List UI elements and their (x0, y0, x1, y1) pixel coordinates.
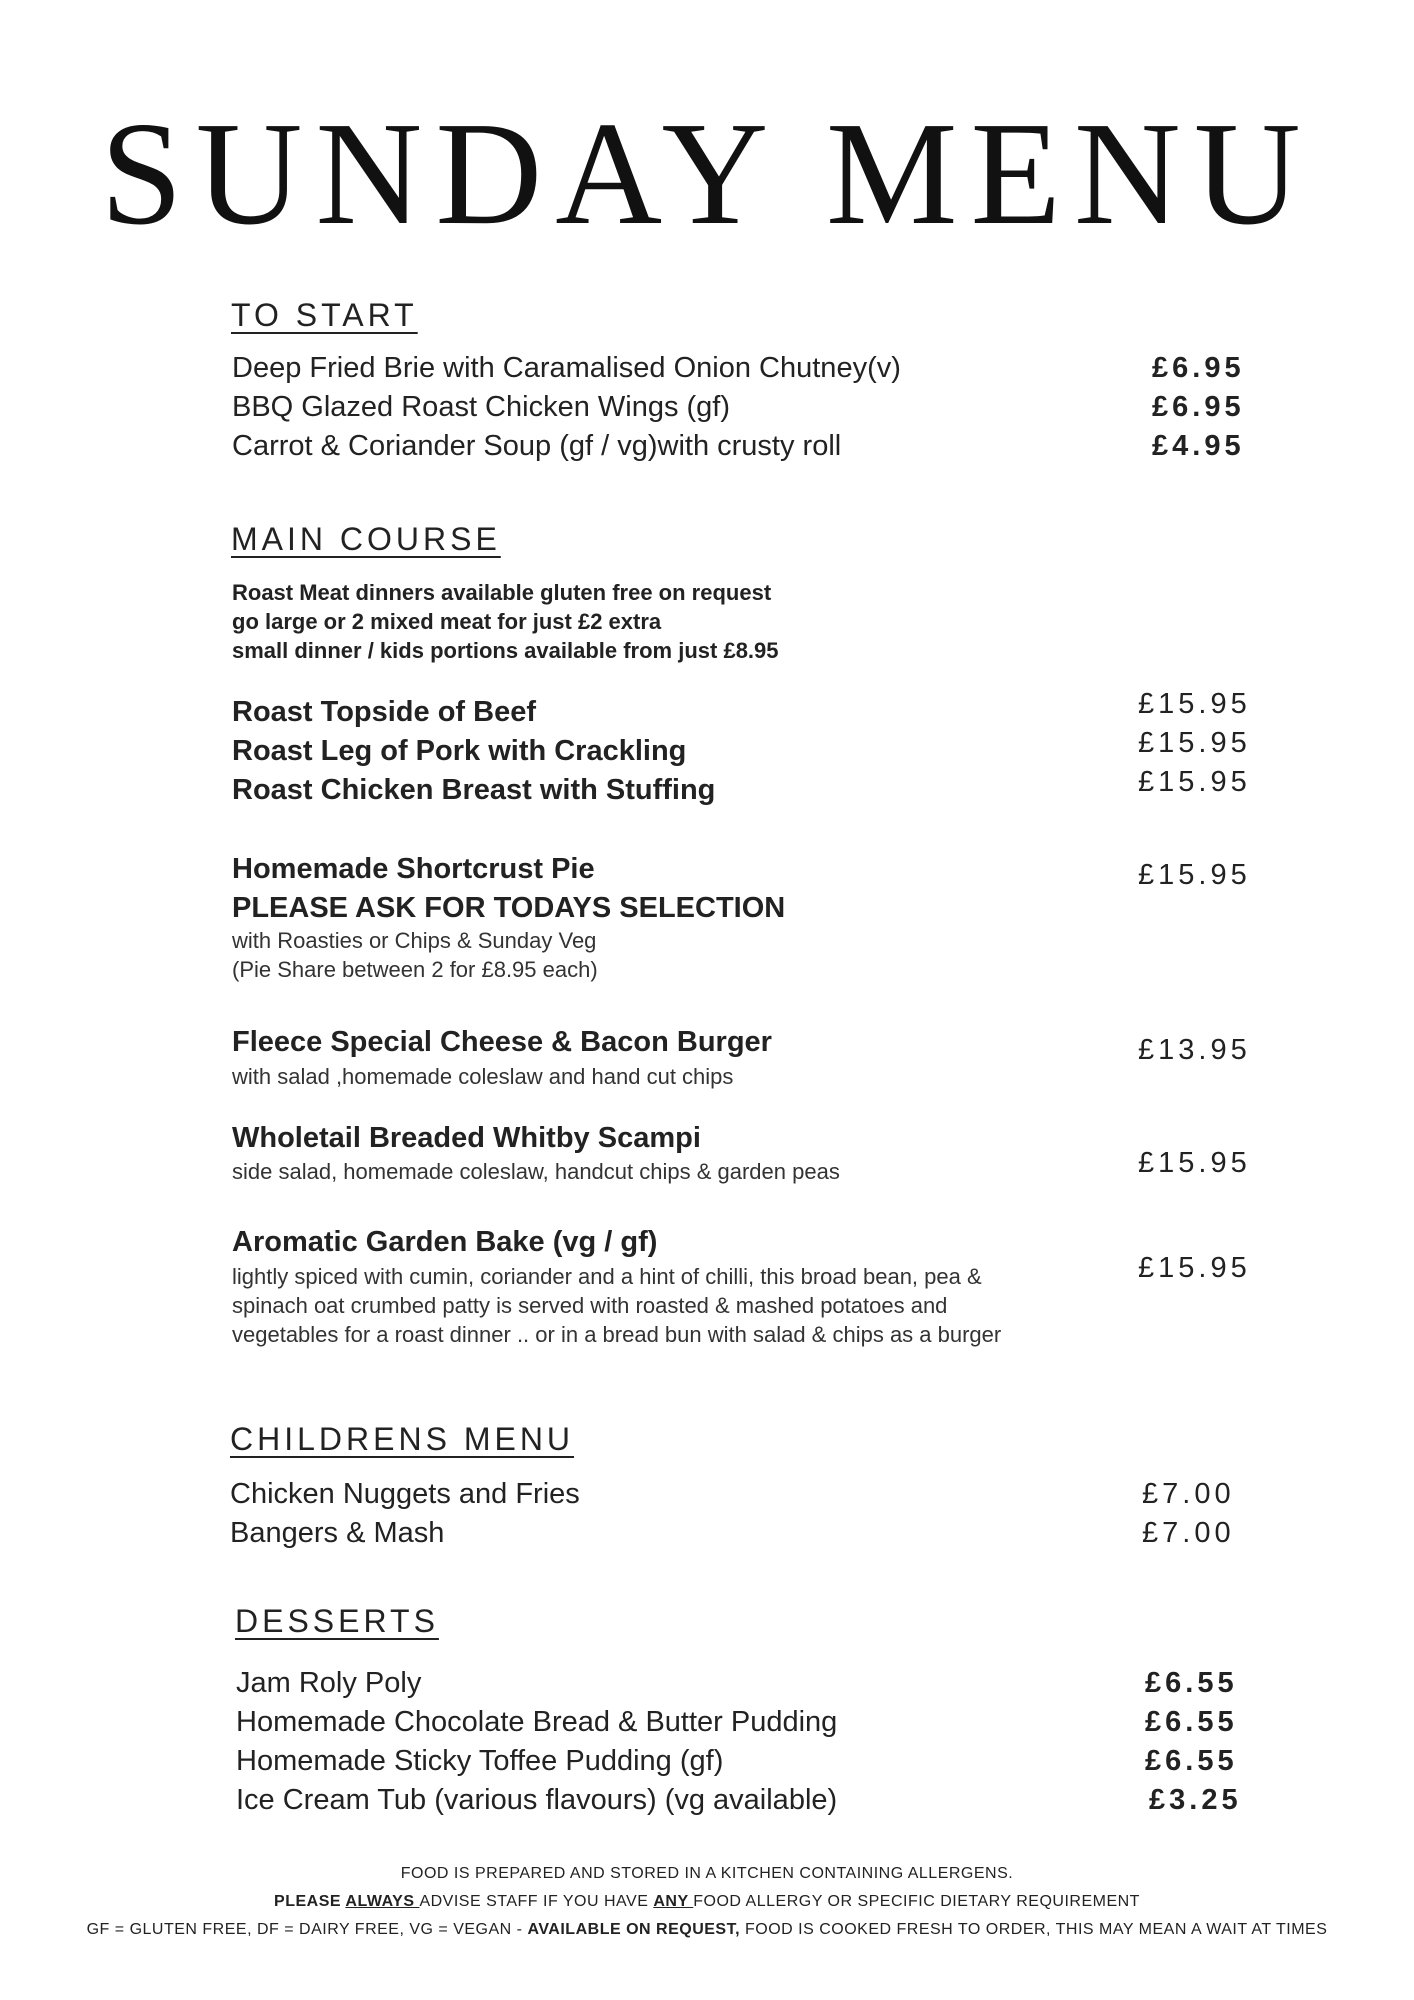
roast-name: Roast Leg of Pork with Crackling (232, 735, 687, 767)
footer-text: FOOD IS COOKED FRESH TO ORDER, THIS MAY MEAN A WAIT AT TIMES (740, 1921, 1328, 1938)
kids-item-name: Bangers & Mash (230, 1517, 445, 1549)
roast-name: Roast Topside of Beef (232, 696, 536, 728)
dietary-key (0, 1921, 1414, 1939)
pie-name: Homemade Shortcrust Pie (232, 853, 595, 885)
kids-item-price: £7.00 (1142, 1478, 1235, 1510)
start-item-name: Deep Fried Brie with Caramalised Onion Chutney(v) (232, 352, 901, 384)
heading-desserts: DESSERTS (235, 1603, 439, 1639)
roast-name: Roast Chicken Breast with Stuffing (232, 774, 716, 806)
burger-price: £13.95 (1138, 1034, 1251, 1066)
page-title: SUNDAY MENU (100, 92, 1314, 256)
bake-name: Aromatic Garden Bake (vg / gf) (232, 1226, 658, 1258)
start-item-price: £4.95 (1152, 430, 1245, 462)
dessert-item-price: £6.55 (1145, 1745, 1238, 1777)
bake-description: lightly spiced with cumin, coriander and a hint of chilli, this broad bean, pea & (232, 1264, 982, 1289)
dessert-item-name: Homemade Chocolate Bread & Butter Pudding (236, 1706, 838, 1738)
footer-text: GF = GLUTEN FREE, DF = DAIRY FREE, VG = VEGAN - (86, 1921, 528, 1938)
allergy-advice (0, 1893, 1414, 1911)
burger-name: Fleece Special Cheese & Bacon Burger (232, 1026, 772, 1058)
pie-description: (Pie Share between 2 for £8.95 each) (232, 957, 598, 982)
bake-description: vegetables for a roast dinner .. or in a bread bun with salad & chips as a burger (232, 1322, 1002, 1347)
bake-description: spinach oat crumbed patty is served with roasted & mashed potatoes and (232, 1293, 948, 1318)
footer-text: PLEASE (274, 1893, 346, 1910)
dessert-item-name: Ice Cream Tub (various flavours) (vg available) (236, 1784, 838, 1816)
pie-price: £15.95 (1138, 859, 1251, 891)
kids-item-price: £7.00 (1142, 1517, 1235, 1549)
dessert-item-name: Jam Roly Poly (236, 1667, 422, 1699)
main-note: go large or 2 mixed meat for just £2 extra (232, 609, 662, 634)
kids-item-name: Chicken Nuggets and Fries (230, 1478, 580, 1510)
roast-price: £15.95 (1138, 688, 1251, 720)
scampi-description: side salad, homemade coleslaw, handcut chips & garden peas (232, 1159, 840, 1184)
pie-description: with Roasties or Chips & Sunday Veg (232, 928, 597, 953)
pie-selection: PLEASE ASK FOR TODAYS SELECTION (232, 892, 786, 924)
start-item-name: Carrot & Coriander Soup (gf / vg)with crusty roll (232, 430, 842, 462)
scampi-name: Wholetail Breaded Whitby Scampi (232, 1122, 701, 1154)
start-item-name: BBQ Glazed Roast Chicken Wings (gf) (232, 391, 731, 423)
bake-price: £15.95 (1138, 1252, 1251, 1284)
heading-main-course: MAIN COURSE (231, 521, 501, 557)
roast-price: £15.95 (1138, 766, 1251, 798)
roast-price: £15.95 (1138, 727, 1251, 759)
start-item-price: £6.95 (1152, 352, 1245, 384)
dessert-item-price: £3.25 (1149, 1784, 1242, 1816)
footer-text: ALWAYS (345, 1893, 420, 1910)
footer-text: ANY (653, 1893, 694, 1910)
footer-text: FOOD ALLERGY OR SPECIFIC DIETARY REQUIREMENT (693, 1893, 1140, 1910)
start-item-price: £6.95 (1152, 391, 1245, 423)
footer-text: AVAILABLE ON REQUEST, (527, 1921, 741, 1938)
heading-childrens-menu: CHILDRENS MENU (230, 1421, 575, 1457)
burger-description: with salad ,homemade coleslaw and hand cut chips (232, 1064, 734, 1089)
heading-to-start: TO START (231, 297, 418, 333)
allergen-notice: FOOD IS PREPARED AND STORED IN A KITCHEN CONTAINING ALLERGENS. (400, 1865, 1014, 1882)
main-note: small dinner / kids portions available from just £8.95 (232, 638, 779, 663)
dessert-item-price: £6.55 (1145, 1667, 1238, 1699)
main-note: Roast Meat dinners available gluten free on request (232, 580, 772, 605)
footer-text: ADVISE STAFF IF YOU HAVE (419, 1893, 654, 1910)
dessert-item-name: Homemade Sticky Toffee Pudding (gf) (236, 1745, 724, 1777)
dessert-item-price: £6.55 (1145, 1706, 1238, 1738)
scampi-price: £15.95 (1138, 1147, 1251, 1179)
